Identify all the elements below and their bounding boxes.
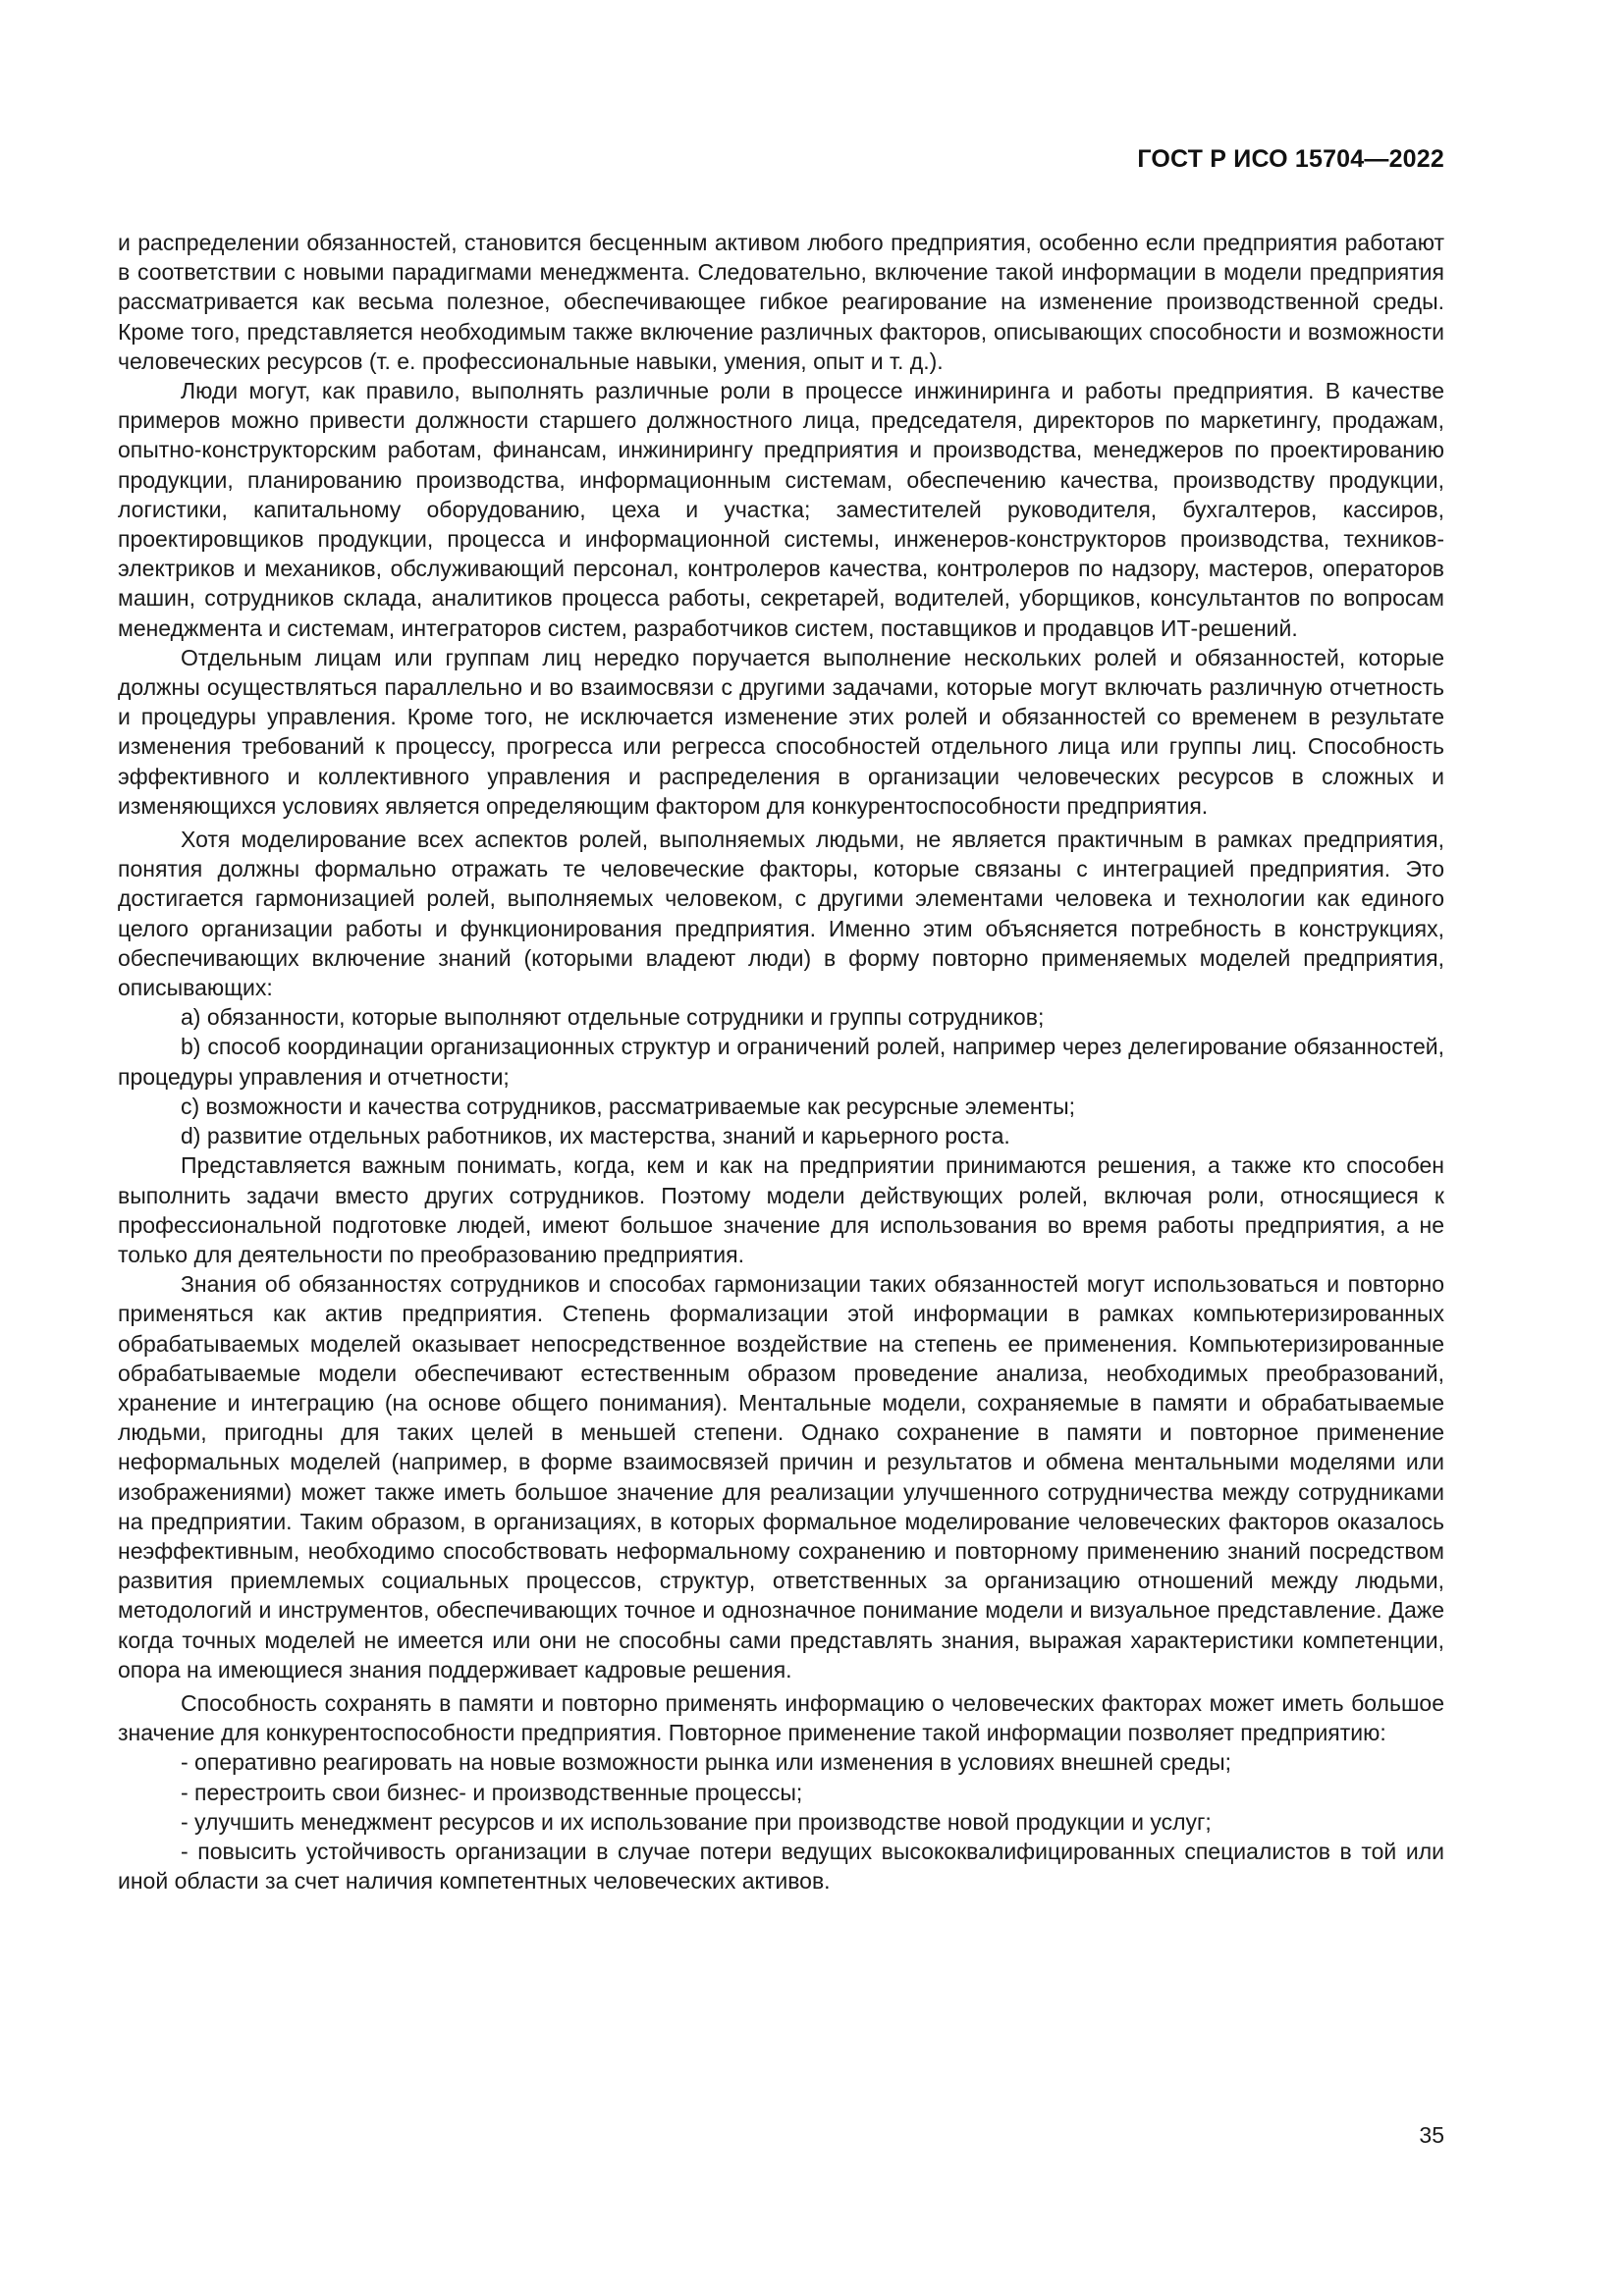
dash-item-1: - оперативно реагировать на новые возможности рынка или изменения в условиях внешней среды; (181, 1749, 1232, 1776)
paragraph-1: и распределении обязанностей, становится бесценным активом любого предприятия, особенно если предприятия работают в соответствии с новыми парадигмами менеджмента. Следовательно, включение такой информации в модели предприятия рассматривается как весьма полезное, обеспечивающее гибкое реагирование на изменение производственной среды. Кроме того, представляется необходимым также включение различных факторов, описывающих способности и возможности человеческих ресурсов (т. е. профессиональные навыки, умения, опыт и т. д.). (118, 230, 1444, 374)
dash-item-3: - улучшить менеджмент ресурсов и их использование при производстве новой продукции и услуг; (181, 1808, 1212, 1835)
paragraph-6: Знания об обязанностях сотрудников и способах гармонизации таких обязанностей могут использоваться и повторно применяться как актив предприятия. Степень формализации этой информации в рамках компьютеризированных обрабатываемых моделей оказывает непосредственное воздействие на степень ее применения. Компьютеризированные обрабатываемые модели обеспечивают естественным образом проведение анализа, необходимых преобразований, хранение и интеграцию (на основе общего понимания). Ментальные модели, сохраняемые в памяти и обрабатываемые людьми, пригодны для таких целей в меньшей степени. Однако сохранение в памяти и повторное применение неформальных моделей (например, в форме взаимосвязей причин и результатов и обмена ментальными моделями или изображениями) может также иметь большое значение для реализации улучшенного сотрудничества между сотрудниками на предприятии. Таким образом, в организациях, в которых формальное моделирование человеческих факторов оказалось неэффективным, необходимо способствовать неформальному сохранению и повторному применению знаний посредством развития приемлемых социальных процессов, структур, ответственных за организацию отношений между людьми, методологий и инструментов, обеспечивающих точное и однозначное понимание модели и визуальное представление. Даже когда точных моделей не имеется или они не способны сами представлять знания, выражая характеристики компетенции, опора на имеющиеся знания поддерживает кадровые решения. (118, 1271, 1444, 1682)
paragraph-7: Способность сохранять в памяти и повторно применять информацию о человеческих факторах может иметь большое значение для конкурентоспособности предприятия. Повторное применение такой информации позволяет предприятию: (118, 1689, 1444, 1746)
list-item-d: d) развитие отдельных работников, их мастерства, знаний и карьерного роста. (181, 1123, 1010, 1149)
document-body (118, 228, 1444, 1896)
dash-item-4: - повысить устойчивость организации в случае потери ведущих высококвалифицированных специалистов в той или иной области за счет наличия компетентных человеческих активов. (118, 1838, 1444, 1895)
page-number: 35 (1419, 2122, 1444, 2148)
list-item-c: c) возможности и качества сотрудников, рассматриваемые как ресурсные элементы; (181, 1093, 1076, 1119)
list-item-a: a) обязанности, которые выполняют отдельные сотрудники и группы сотрудников; (181, 1004, 1045, 1031)
paragraph-4: Хотя моделирование всех аспектов ролей, выполняемых людьми, не является практичным в рамках предприятия, понятия должны формально отражать те человеческие факторы, которые связаны с интеграцией предприятия. Это достигается гармонизацией ролей, выполняемых человеком, с другими элементами человека и технологии как единого целого организации работы и функционирования предприятия. Именно этим объясняется потребность в конструкциях, обеспечивающих включение знаний (которыми владеют люди) в форму повторно применяемых моделей предприятия, описывающих: (118, 827, 1444, 1001)
paragraph-3: Отдельным лицам или группам лиц нередко поручается выполнение нескольких ролей и обязанностей, которые должны осуществляться параллельно и во взаимосвязи с другими задачами, которые могут включать различную отчетность и процедуры управления. Кроме того, не исключается изменение этих ролей и обязанностей со временем в результате изменения требований к процессу, прогресса или регресса способностей отдельного лица или группы лиц. Способность эффективного и коллективного управления и распределения в организации человеческих ресурсов в сложных и изменяющихся условиях является определяющим фактором для конкурентоспособности предприятия. (118, 644, 1444, 819)
paragraph-5: Представляется важным понимать, когда, кем и как на предприятии принимаются решения, а также кто способен выполнить задачи вместо других сотрудников. Поэтому модели действующих ролей, включая роли, относящиеся к профессиональной подготовке людей, имеют большое значение для использования во время работы предприятия, а не только для деятельности по преобразованию предприятия. (118, 1152, 1444, 1267)
document-code-header: ГОСТ Р ИСО 15704—2022 (1137, 145, 1444, 173)
dash-item-2: - перестроить свои бизнес- и производственные процессы; (181, 1779, 803, 1805)
paragraph-2: Люди могут, как правило, выполнять различные роли в процессе инжиниринга и работы предприятия. В качестве примеров можно привести должности старшего должностного лица, председателя, директоров по маркетингу, продажам, опытно-конструкторским работам, финансам, инжинирингу предприятия и производства, менеджеров по проектированию продукции, планированию производства, информационным системам, обеспечению качества, производству продукции, логистики, капитальному оборудованию, цеха и участка; заместителей руководителя, бухгалтеров, кассиров, проектировщиков продукции, процесса и информационной системы, инженеров-конструкторов производства, техников-электриков и механиков, обслуживающий персонал, контролеров качества, контролеров по надзору, мастеров, операторов машин, сотрудников склада, аналитиков процесса работы, секретарей, водителей, уборщиков, консультантов по вопросам менеджмента и системам, интеграторов систем, разработчиков систем, поставщиков и продавцов ИТ-решений. (118, 378, 1444, 641)
list-item-b: b) способ координации организационных структур и ограничений ролей, например через делегирование обязанностей, процедуры управления и отчетности; (118, 1034, 1444, 1090)
